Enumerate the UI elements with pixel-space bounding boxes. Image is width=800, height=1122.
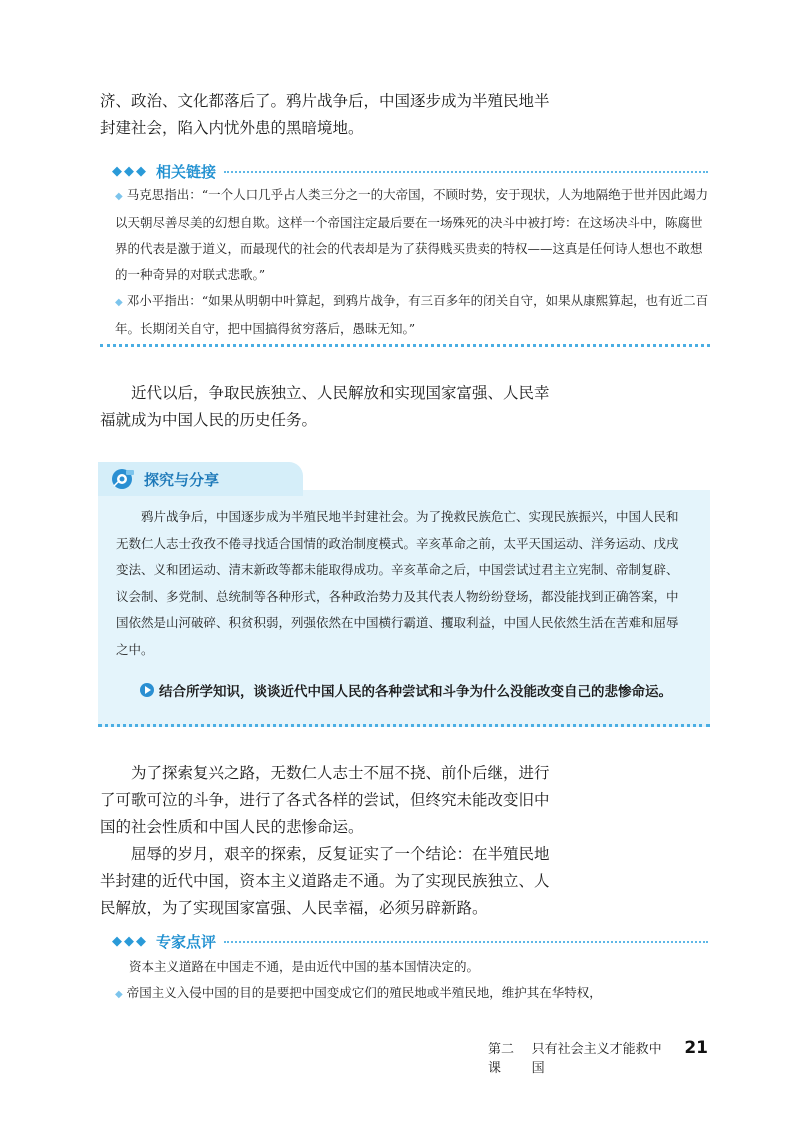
explore-title: 探究与分享: [144, 470, 220, 489]
paragraph: 屈辱的岁月，艰辛的探索，反复证实了一个结论：在半殖民地半封建的近代中国，资本主义道路走不通。为了实现民族独立、人民解放，为了实现国家富强、人民幸福，必须另辟新路。: [100, 845, 550, 917]
related-links-body: [115, 182, 710, 342]
explore-share-panel: [98, 462, 710, 724]
diamond-bullet-icon: ◆: [115, 297, 123, 308]
play-arrow-icon: [140, 683, 154, 697]
footer-chapter: 第二课: [488, 1042, 515, 1076]
explore-text: 鸦片战争后，中国逐步成为半殖民地半封建社会。为了挽救民族危亡、实现民族振兴，中国人民和无数仁人志士孜孜不倦寻找适合国情的政治制度模式。辛亥革命之前，太平天国运动、洋务运动、戊戌变法、义和团运动、清末新政等都未能取得成功。辛亥革命之后，中国尝试过君主立宪制、帝制复辟、议会制、多党制、总统制等各种形式，各种政治势力及其代表人物纷纷登场，都没能找到正确答案，中国依然是山河破碎、积贫积弱，列强依然在中国横行霸道、攫取利益，中国人民依然生活在苦难和屈辱之中。: [116, 509, 679, 657]
page-number: 21: [684, 1038, 708, 1058]
related-link-item: ◆ 邓小平指出：“如果从明朝中叶算起，到鸦片战争，有三百多年的闭关自守，如果从康熙算起，也有近二百年。长期闭关自守，把中国搞得贫穷落后，愚昧无知。”: [115, 293, 709, 336]
intro-text: [100, 88, 560, 142]
related-links-bottom-border: [100, 344, 710, 347]
expert-comment-body: [115, 954, 710, 1008]
expert-comment-title: 专家点评: [156, 932, 217, 951]
diamond-bullets-icon: ◆◆◆: [112, 933, 148, 949]
dotted-divider: [224, 941, 708, 943]
related-link-item: ◆ 马克思指出：“一个人口几乎占人类三分之一的大帝国，不顾时势，安于现状，人为地隔绝于世并因此竭力以天朝尽善尽美的幻想自欺。这样一个帝国注定最后要在一场殊死的决斗中被打垮：在这场决斗中，陈腐世界的代表是激于道义，而最现代的社会的代表却是为了获得贱买贵卖的特权——这真是任何诗人想也不敢想的一种奇异的对联式悲歌。”: [115, 187, 709, 282]
explore-panel-body: [98, 490, 710, 727]
paragraph: 为了探索复兴之路，无数仁人志士不屈不挠、前仆后继，进行了可歌可泣的斗争，进行了各式各样的尝试，但终究未能改变旧中国的社会性质和中国人民的悲惨命运。: [100, 764, 550, 836]
explore-prompt: 结合所学知识，谈谈近代中国人民的各种尝试和斗争为什么没能改变自己的悲惨命运。: [140, 680, 700, 700]
diamond-bullet-icon: ◆: [115, 191, 123, 202]
main-paragraphs: [100, 760, 560, 922]
globe-gear-icon: [110, 466, 136, 492]
related-links-header: [112, 160, 708, 182]
intro-line-1: 济、政治、文化都落后了。鸦片战争后，中国逐步成为半殖民地半: [100, 92, 550, 110]
expert-comment-item: ◆ 帝国主义入侵中国的目的是要把中国变成它们的殖民地或半殖民地，维护其在华特权，: [115, 985, 602, 1000]
expert-comment-lead: 资本主义道路在中国走不通，是由近代中国的基本国情决定的。: [129, 959, 480, 974]
task-paragraph: 近代以后，争取民族独立、人民解放和实现国家富强、人民幸福就成为中国人民的历史任务。: [100, 384, 550, 429]
explore-tab: [98, 462, 303, 496]
dotted-divider: [224, 171, 708, 173]
diamond-bullets-icon: ◆◆◆: [112, 163, 148, 179]
diamond-bullet-icon: ◆: [115, 989, 123, 1000]
page-footer: [488, 1038, 708, 1076]
related-links-title: 相关链接: [156, 162, 217, 181]
footer-title: 只有社会主义才能救中国: [531, 1042, 662, 1076]
expert-comment-header: [112, 930, 708, 952]
intro-line-2: 封建社会，陷入内忧外患的黑暗境地。: [100, 119, 364, 137]
